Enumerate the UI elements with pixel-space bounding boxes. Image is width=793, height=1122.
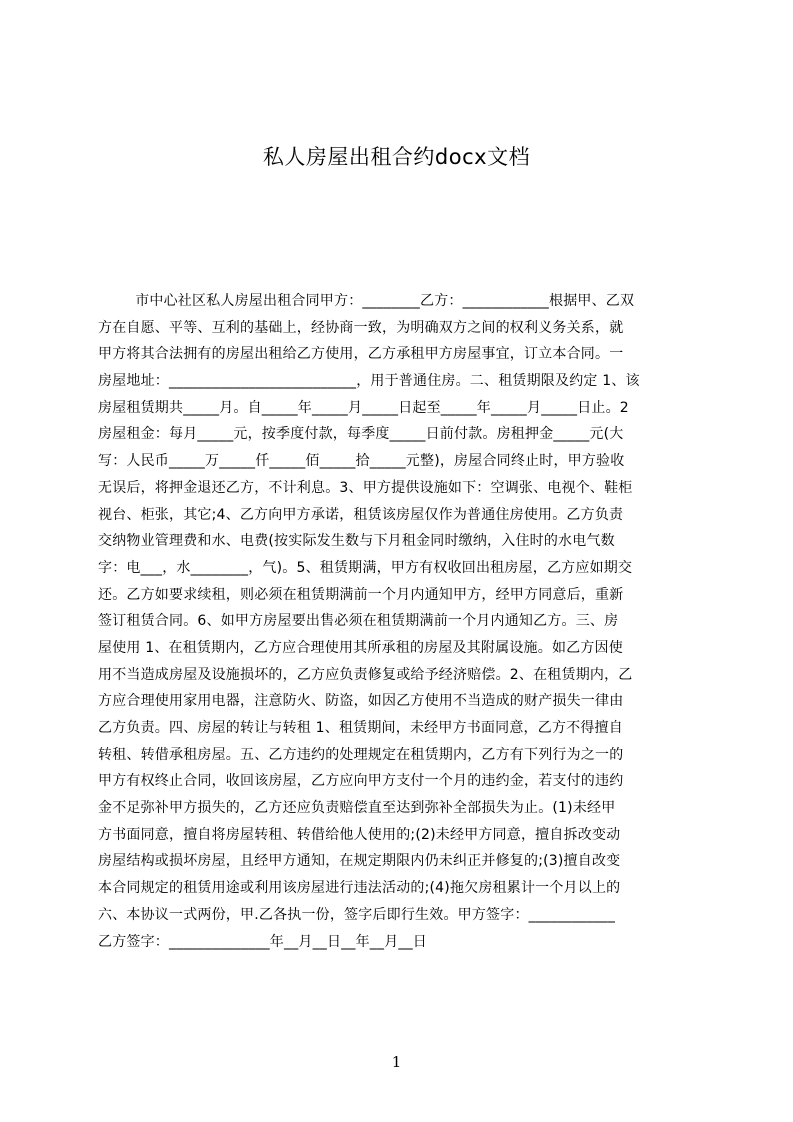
body-line: 转租、转借承租房屋。五、乙方违约的处理规定在租赁期内，乙方有下列行为之一的: [98, 746, 624, 763]
body-line: 交纳物业管理费和水、电费(按实际发生数与下月租金同时缴纳，入住时的水电气数: [98, 533, 615, 550]
body-line: 视台、柜张，其它;4、乙方向甲方承诺，租赁该房屋仅作为普通住房使用。乙方负责: [98, 506, 624, 523]
body-line: 市中心社区私人房屋出租合同甲方：________乙方：____________根据甲、乙双: [98, 293, 635, 309]
body-line: 房屋地址：__________________________，用于普通住房。二、租赁期限及约定 1、该: [98, 373, 640, 390]
body-line: 乙方签字：______________年__月__日__年__月__日: [98, 933, 427, 950]
body-line: 乙方负责。四、房屋的转让与转租 1、租赁期间，未经甲方书面同意，乙方不得擅自: [98, 720, 623, 736]
body-line: 签订租赁合同。6、如甲方房屋要出售必须在租赁期满前一个月内通知乙方。三、房: [98, 613, 619, 630]
body-line: 房屋租金：每月_____元，按季度付款，每季度_____日前付款。房租押金_____元(大: [98, 426, 624, 443]
body-line: 甲方将其合法拥有的房屋出租给乙方使用，乙方承租甲方房屋事宜，订立本合同。一: [98, 346, 624, 363]
body-line: 写：人民币_____万_____仟_____佰_____拾_____元整)，房屋合同终止时，甲方验收: [98, 453, 625, 470]
body-line: 房屋结构或损坏房屋，且经甲方通知，在规定期限内仍未纠正并修复的;(3)擅自改变: [98, 853, 621, 870]
body-line: 无误后，将押金退还乙方，不计利息。3、甲方提供设施如下：空调张、电视个、鞋柜: [98, 479, 633, 496]
body-line: 方应合理使用家用电器，注意防火、防盗，如因乙方使用不当造成的财产损失一律由: [98, 693, 624, 710]
document-title: 私人房屋出租合约docx文档: [262, 145, 531, 169]
body-line: 甲方有权终止合同，收回该房屋，乙方应向甲方支付一个月的违约金，若支付的违约: [98, 773, 624, 790]
body-line: 房屋租赁期共_____月。自_____年_____月_____日起至_____年_____月_____日止。2: [98, 399, 629, 416]
body-line: 还。乙方如要求续租，则必须在租赁期满前一个月内通知甲方，经甲方同意后，重新: [98, 586, 624, 603]
page-number: 1: [391, 1053, 402, 1071]
body-line: 字：电___，水________，气)。5、租赁期满，甲方有权收回出租房屋，乙方应如期交: [98, 559, 633, 576]
body-line: 金不足弥补甲方损失的，乙方还应负责赔偿直至达到弥补全部损失为止。(1)未经甲: [98, 800, 616, 817]
body-line: 六、本协议一式两份，甲.乙各执一份，签字后即行生效。甲方签字：____________: [98, 906, 616, 923]
contract-body: [98, 288, 696, 960]
body-line: 方书面同意，擅自将房屋转租、转借给他人使用的;(2)未经甲方同意，擅自拆改变动: [98, 826, 621, 843]
body-line: 本合同规定的租赁用途或利用该房屋进行违法活动的;(4)拖欠房租累计一个月以上的: [98, 880, 621, 897]
body-line: 用不当造成房屋及设施损坏的，乙方应负责修复或给予经济赔偿。2、在租赁期内，乙: [98, 666, 633, 683]
body-line: 屋使用 1、在租赁期内，乙方应合理使用其所承租的房屋及其附属设施。如乙方因使: [98, 639, 623, 656]
body-line: 方在自愿、平等、互利的基础上，经协商一致，为明确双方之间的权利义务关系，就: [98, 319, 624, 336]
